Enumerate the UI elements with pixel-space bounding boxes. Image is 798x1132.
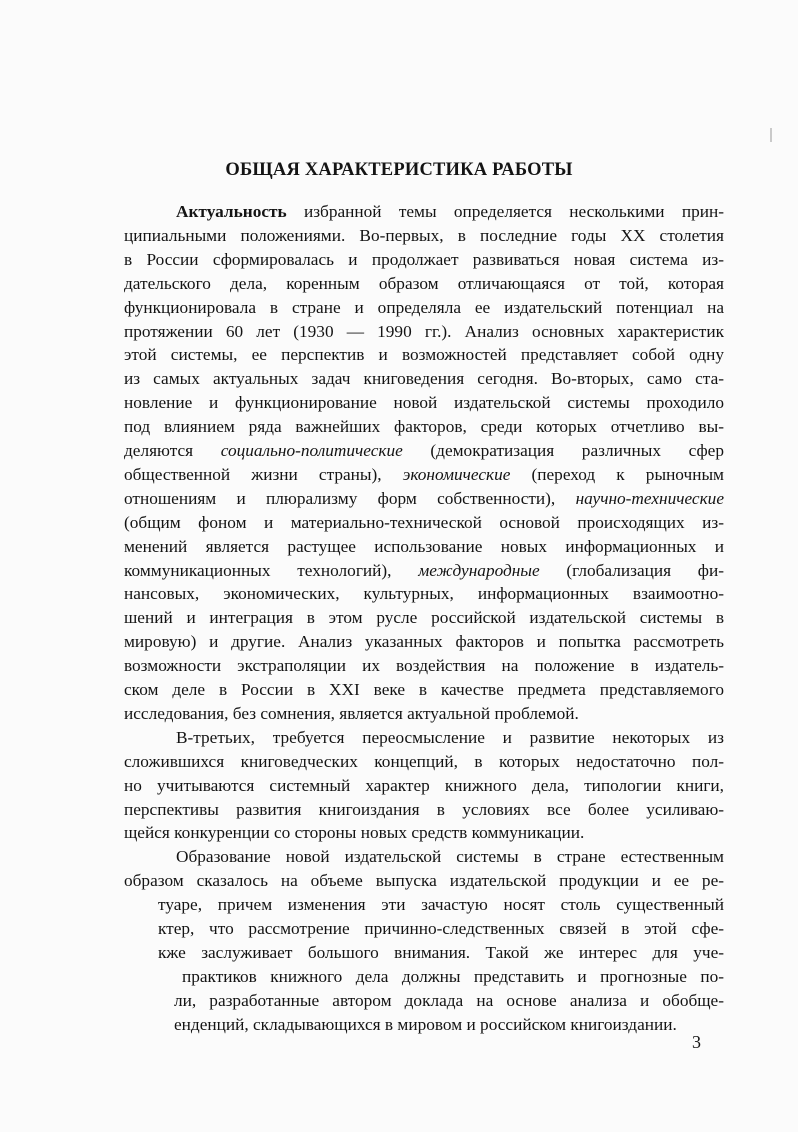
text-line — [176, 200, 724, 223]
text-line — [124, 559, 724, 582]
italic-term: социально-политические — [220, 441, 403, 460]
text-line — [124, 798, 724, 821]
text-line — [124, 320, 724, 343]
text-run: мировую) и другие. Анализ указанных факторов и попытка рассмотреть — [124, 632, 724, 651]
text-run: ктер, что рассмотрение причинно-следственных связей в этой сфе- — [158, 919, 724, 938]
text-line — [158, 941, 724, 964]
text-run: менений является растущее использование новых информационных и — [124, 537, 724, 556]
text-run: дательского дела, коренным образом отличающаяся от той, которая — [124, 274, 724, 293]
text-run: перспективы развития книгоиздания в условиях все более усиливаю- — [124, 800, 724, 819]
text-line — [124, 654, 724, 677]
text-run: (глобализация фи- — [539, 561, 724, 580]
text-line — [124, 224, 724, 247]
text-line — [124, 367, 724, 390]
text-run: но учитываются системный характер книжного дела, типологии книги, — [124, 776, 724, 795]
text-line — [124, 630, 724, 653]
text-line — [158, 917, 724, 940]
text-run: щейся конкуренции со стороны новых средств коммуникации. — [124, 823, 585, 842]
text-run: практиков книжного дела должны представить и прогнозные по- — [182, 967, 724, 986]
scan-mark — [770, 128, 772, 142]
text-run: туаре, причем изменения эти зачастую носят столь существенный — [158, 895, 724, 914]
text-run: енденций, складывающихся в мировом и российском книгоиздании. — [174, 1015, 677, 1034]
text-run: под влиянием ряда важнейших факторов, среди которых отчетливо вы- — [124, 417, 724, 436]
bold-term: Актуальность — [176, 202, 287, 221]
text-line — [124, 678, 724, 701]
text-line — [124, 821, 724, 844]
text-line — [176, 845, 724, 868]
text-line — [174, 989, 724, 1012]
text-run: ципиальными положениями. Во-первых, в последние годы XX столетия — [124, 226, 724, 245]
text-line — [124, 391, 724, 414]
text-run: Образование новой издательской системы в стране естественным — [176, 847, 724, 866]
italic-term: научно-технические — [575, 489, 724, 508]
text-line — [182, 965, 724, 988]
text-run: сложившихся книговедческих концепций, в которых недостаточно пол- — [124, 752, 724, 771]
text-run: функционировала в стране и определяла ее издательский потенциал на — [124, 298, 724, 317]
text-run: ском деле в России в XXI веке в качестве предмета представляемого — [124, 680, 724, 699]
text-line — [124, 272, 724, 295]
text-line — [124, 582, 724, 605]
text-run: образом сказалось на объеме выпуска издательской продукции и ее ре- — [124, 871, 724, 890]
text-run: нансовых, экономических, культурных, информационных взаимоотно- — [124, 584, 724, 603]
text-run: (переход к рыночным — [510, 465, 724, 484]
text-line — [174, 1013, 724, 1036]
text-run: из самых актуальных задач книговедения сегодня. Во-вторых, само ста- — [124, 369, 724, 388]
text-run: избранной темы определяется несколькими прин- — [286, 202, 724, 221]
text-line — [124, 535, 724, 558]
text-line — [124, 774, 724, 797]
text-run: кже заслуживает большого внимания. Такой же интерес для уче- — [158, 943, 724, 962]
text-line — [124, 463, 724, 486]
text-run: возможности экстраполяции их воздействия на положение в издатель- — [124, 656, 724, 675]
text-run: коммуникационных технологий), — [124, 561, 419, 580]
page-number: 3 — [692, 1032, 701, 1052]
text-line — [124, 415, 724, 438]
page-heading: ОБЩАЯ ХАРАКТЕРИСТИКА РАБОТЫ — [225, 160, 573, 180]
text-run: В-третьих, требуется переосмысление и развитие некоторых из — [176, 728, 724, 747]
text-run: шений и интеграция в этом русле российской издательской системы в — [124, 608, 724, 627]
text-line — [124, 343, 724, 366]
text-line — [124, 606, 724, 629]
text-run: протяжении 60 лет (1930 — 1990 гг.). Анализ основных характеристик — [124, 322, 724, 341]
text-line — [158, 893, 724, 916]
text-line — [124, 248, 724, 271]
text-line — [124, 702, 724, 725]
text-run: (общим фоном и материально-технической основой происходящих из- — [124, 513, 724, 532]
italic-term: международные — [418, 561, 540, 580]
text-run: отношениям и плюрализму форм собственности), — [124, 489, 576, 508]
text-line — [124, 296, 724, 319]
text-run: исследования, без сомнения, является актуальной проблемой. — [124, 704, 579, 723]
text-run: в России сформировалась и продолжает развиваться новая система из- — [124, 250, 724, 269]
text-run: общественной жизни страны), — [124, 465, 403, 484]
text-run: (демократизация различных сфер — [402, 441, 724, 460]
text-run: ли, разработанные автором доклада на основе анализа и обобще- — [174, 991, 724, 1010]
text-run: этой системы, ее перспектив и возможностей представляет собой одну — [124, 345, 724, 364]
text-run: деляются — [124, 441, 221, 460]
text-line — [124, 750, 724, 773]
text-line — [124, 869, 724, 892]
italic-term: экономические — [402, 465, 511, 484]
text-line — [124, 487, 724, 510]
text-run: новление и функционирование новой издательской системы проходило — [124, 393, 724, 412]
text-line — [176, 726, 724, 749]
text-line — [124, 439, 724, 462]
text-line — [124, 511, 724, 534]
